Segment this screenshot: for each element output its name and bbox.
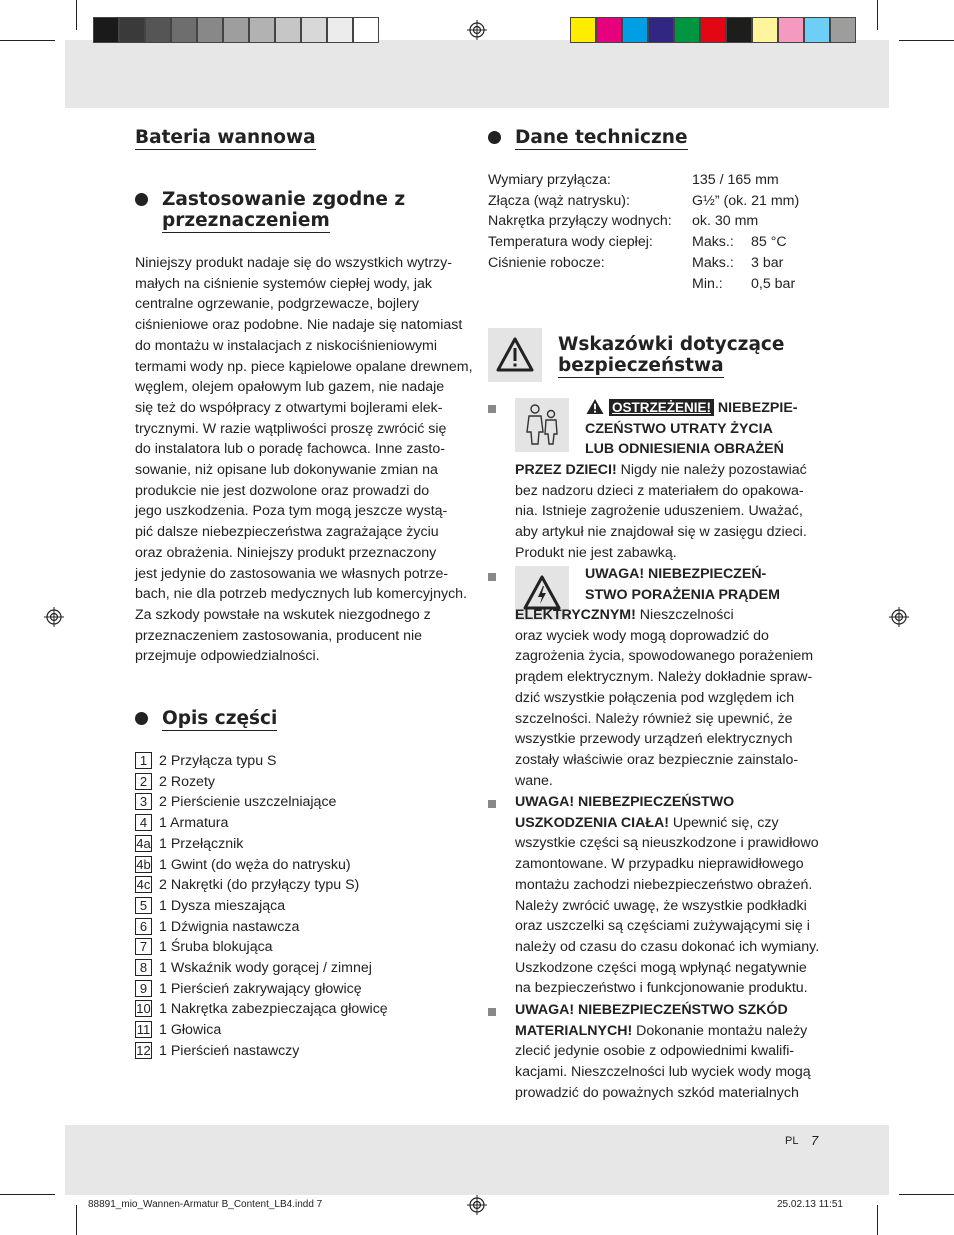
part-description: 1 Pierścień nastawczy bbox=[159, 1042, 300, 1059]
warning-lead: UWAGA! NIEBEZPIECZEŃSTWO bbox=[515, 794, 735, 810]
tech-cell: 85 °C bbox=[751, 234, 787, 251]
text-line: kacjami. Nieszczelności lub wyciek wody mogą bbox=[515, 1064, 811, 1081]
color-swatch bbox=[778, 17, 804, 43]
registration-mark-icon bbox=[467, 1195, 487, 1215]
square-bullet-icon bbox=[488, 800, 496, 808]
part-number: 11 bbox=[136, 1022, 151, 1038]
text-line: Należy zwrócić uwagę, że wszystkie podkładki bbox=[515, 897, 807, 914]
warning-property-text bbox=[515, 1000, 825, 1104]
text-line: Upewnić się, czy bbox=[668, 814, 779, 831]
parts-list-item bbox=[135, 752, 277, 770]
color-swatch bbox=[327, 17, 353, 43]
text-line: Niniejszy produkt nadaje się do wszystkich wytrzy- bbox=[135, 255, 452, 271]
tech-cell: Maks.: bbox=[692, 254, 734, 271]
file-name: 88891_mio_Wannen-Armatur B_Content_LB4.indd 7 bbox=[88, 1199, 323, 1210]
part-number: 6 bbox=[135, 918, 152, 935]
intended-use-text bbox=[135, 253, 475, 667]
part-number: 10 bbox=[136, 1001, 151, 1017]
parts-list-item bbox=[135, 897, 285, 915]
text-line: oraz wyciek wody mogą doprowadzić do bbox=[515, 627, 769, 644]
text-line: centralne ogrzewanie, podgrzewacze, bojlery bbox=[135, 296, 419, 313]
warning-lead: PRZEZ DZIECI! bbox=[515, 462, 617, 478]
parts-list-item bbox=[135, 835, 243, 853]
part-number: 8 bbox=[135, 959, 152, 976]
text-line: jego uszkodzenia. Poza tym mogą jeszcze wystą- bbox=[135, 503, 448, 520]
part-description: 2 Rozety bbox=[159, 773, 215, 790]
part-description: 2 Pierścienie uszczelniające bbox=[159, 794, 337, 811]
bullet-dot-icon bbox=[488, 131, 501, 144]
parts-list-item bbox=[135, 876, 359, 894]
part-description: 1 Głowica bbox=[159, 1022, 222, 1039]
part-number: 5 bbox=[135, 897, 152, 914]
parts-heading: Opis części bbox=[162, 708, 278, 729]
page-number: 7 bbox=[811, 1133, 819, 1148]
main-heading: Bateria wannowa bbox=[135, 127, 316, 148]
parts-list-item bbox=[135, 938, 273, 956]
tech-cell: Wymiary przyłącza: bbox=[488, 172, 611, 188]
text-line: ciśnieniowe oraz podobne. Nie nadaje się natomiast bbox=[135, 317, 463, 334]
tech-heading: Dane techniczne bbox=[515, 127, 688, 148]
part-description: 1 Armatura bbox=[159, 815, 229, 832]
part-number: 1 bbox=[135, 752, 152, 769]
text-line: wszystkie przewody urządzeń elektrycznych bbox=[515, 731, 793, 748]
part-number: 4a bbox=[136, 835, 151, 851]
text-line: wane. bbox=[515, 772, 553, 789]
part-number: 2 bbox=[135, 773, 152, 790]
color-swatch bbox=[804, 17, 830, 43]
text-line: termami wody np. piece kąpielowe opalane drewnem, bbox=[135, 358, 473, 375]
parts-list-item bbox=[135, 1021, 221, 1039]
square-bullet-icon bbox=[488, 573, 496, 581]
part-number: 12 bbox=[136, 1042, 151, 1058]
crop-mark bbox=[76, 0, 77, 30]
warning-injury-text bbox=[515, 792, 825, 999]
text-line: szczelności. Należy również się upewnić, że bbox=[515, 710, 793, 727]
color-swatch bbox=[301, 17, 327, 43]
color-swatch bbox=[145, 17, 171, 43]
warning-children-heading: OSTRZEŻENIE! NIEBEZPIE- CZEŃSTWO UTRATY ŻYCIA LUB ODNIESIENIA OBRAŻEŃ bbox=[585, 400, 798, 458]
crop-mark bbox=[899, 1194, 954, 1195]
color-swatch bbox=[275, 17, 301, 43]
text-line: jest jedynie do zastosowania we własnych potrze- bbox=[135, 565, 449, 582]
tech-cell: Ciśnienie robocze: bbox=[488, 254, 605, 271]
child-danger-icon bbox=[515, 398, 569, 452]
text-line: nia. Istnieje zagrożenie uduszeniem. Uważać, bbox=[515, 503, 803, 520]
text-line: wszystkie części są nieuszkodzone i prawidłowo bbox=[515, 835, 819, 852]
parts-list-item bbox=[135, 980, 362, 998]
part-number: 3 bbox=[135, 793, 152, 810]
color-swatch bbox=[726, 17, 752, 43]
text-line: zostały właściwie oraz bezpiecznie zainstalo- bbox=[515, 751, 799, 768]
text-line: zagrożenia życia, spowodowanego porażeniem bbox=[515, 648, 814, 665]
color-swatch bbox=[353, 17, 379, 43]
registration-mark-icon bbox=[889, 607, 909, 627]
text-line: węglem, olejem opałowym lub gazem, nie nadaje bbox=[135, 379, 445, 396]
color-swatch bbox=[674, 17, 700, 43]
warning-electric-text bbox=[515, 605, 825, 791]
tech-cell: Nakrętka przyłączy wodnych: bbox=[488, 213, 672, 230]
parts-list-item bbox=[135, 1042, 299, 1060]
part-description: 1 Dźwignia nastawcza bbox=[159, 918, 300, 935]
color-swatch bbox=[752, 17, 778, 43]
warning-electric-heading: UWAGA! NIEBEZPIECZEŃ- STWO PORAŻENIA PRĄDEM bbox=[585, 566, 780, 603]
text-line: małych na ciśnienie systemów ciepłej wody, jak bbox=[135, 275, 433, 292]
safety-heading: Wskazówki dotyczące bezpieczeństwa bbox=[558, 334, 785, 376]
tech-cell: Złącza (wąż natrysku): bbox=[488, 192, 630, 209]
warning-lead: USZKODZENIA CIAŁA! bbox=[515, 814, 669, 831]
safety-warning-box bbox=[488, 328, 542, 382]
crop-mark bbox=[899, 40, 954, 41]
registration-mark-icon bbox=[44, 607, 64, 627]
part-description: 1 Przełącznik bbox=[159, 835, 244, 852]
crop-mark bbox=[0, 1194, 55, 1195]
text-line: produkcie nie jest dozwolone oraz prowadzi do bbox=[135, 482, 430, 499]
text-line: prądem elektrycznym. Należy dokładnie spraw- bbox=[515, 669, 813, 686]
text-line: Uszkodzone części mogą wpłynąć negatywnie bbox=[515, 959, 807, 976]
part-description: 1 Wskaźnik wody gorącej / zimnej bbox=[159, 960, 372, 976]
crop-mark bbox=[877, 0, 878, 30]
square-bullet-icon bbox=[488, 1008, 496, 1016]
crop-mark bbox=[0, 40, 55, 41]
text-line: na bezpieczeństwo i funkcjonowanie produktu. bbox=[515, 980, 808, 997]
parts-list-item bbox=[135, 814, 228, 832]
tech-cell: 0,5 bar bbox=[751, 275, 796, 292]
parts-list-item bbox=[135, 1000, 388, 1018]
text-line: zlecić jedynie osobie z odpowiednimi kwalifi- bbox=[515, 1043, 795, 1060]
tech-cell: G½” (ok. 21 mm) bbox=[692, 192, 800, 209]
part-description: 1 Śruba blokująca bbox=[159, 939, 273, 956]
part-number: 4 bbox=[135, 814, 152, 831]
text-line: pić dalsze niebezpieczeństwa zagrażające życiu bbox=[135, 524, 439, 541]
part-number: 4b bbox=[136, 856, 151, 872]
color-swatch bbox=[596, 17, 622, 43]
text-line: bez nadzoru dzieci z materiałem do opakowa- bbox=[515, 482, 804, 499]
text-line: oraz uszczelki są częściami zużywającymi się i bbox=[515, 918, 810, 935]
text-line: Nieszczelności bbox=[635, 607, 734, 623]
language-code: PL bbox=[785, 1135, 799, 1147]
color-swatch bbox=[197, 17, 223, 43]
part-description: 2 Przyłącza typu S bbox=[159, 753, 277, 769]
text-line: sowanie, niż opisane lub dokonywanie zmian na bbox=[135, 462, 438, 479]
text-line: przejmuje odpowiedzialności. bbox=[135, 648, 320, 665]
color-swatch bbox=[171, 17, 197, 43]
color-swatch bbox=[830, 17, 856, 43]
text-line: bach, nie dla potrzeb medycznych lub komercyjnych. bbox=[135, 586, 467, 603]
tech-cell: Min.: bbox=[692, 275, 723, 292]
text-line: trycznymi. W razie wątpliwości proszę zwrócić się bbox=[135, 420, 447, 437]
bottom-grey-band bbox=[65, 1125, 889, 1195]
small-warning-icon bbox=[585, 398, 605, 415]
child-warning-pictogram bbox=[515, 398, 569, 452]
warning-lead: UWAGA! NIEBEZPIECZEŃSTWO SZKÓD bbox=[515, 1002, 788, 1018]
color-swatch bbox=[249, 17, 275, 43]
text-line: przeznaczeniem zastosowania, producent nie bbox=[135, 627, 423, 644]
print-date: 25.02.13 11:51 bbox=[777, 1199, 843, 1210]
square-bullet-icon bbox=[488, 405, 496, 413]
color-swatch bbox=[648, 17, 674, 43]
text-line: do instalatora lub o poradę fachowca. Inne zasto- bbox=[135, 441, 445, 458]
tech-cell: 135 / 165 mm bbox=[692, 172, 779, 188]
crop-mark bbox=[877, 1205, 878, 1235]
part-description: 1 Gwint (do węża do natrysku) bbox=[159, 856, 351, 873]
part-number: 7 bbox=[135, 938, 152, 955]
text-line: się też do współpracy z otwartymi bojlerami elek- bbox=[135, 399, 443, 416]
color-swatch bbox=[223, 17, 249, 43]
text-line: do montażu w instalacjach z niskociśnieniowymi bbox=[135, 337, 438, 354]
part-description: 1 Dysza mieszająca bbox=[159, 897, 286, 914]
text-line: Za szkody powstałe na wskutek niezgodnego z bbox=[135, 606, 431, 623]
warning-badge: OSTRZEŻENIE! bbox=[609, 399, 714, 416]
part-description: 2 Nakrętki (do przyłączy typu S) bbox=[159, 877, 360, 894]
text-line: montażu zachodzi niebezpieczeństwo obrażeń. bbox=[515, 876, 813, 893]
warning-lead: MATERIALNYCH! bbox=[515, 1022, 633, 1039]
part-description: 1 Nakrętka zabezpieczająca głowicę bbox=[159, 1001, 388, 1018]
color-swatch bbox=[570, 17, 596, 43]
registration-mark-icon bbox=[467, 20, 487, 40]
tech-cell: Maks.: bbox=[692, 234, 734, 251]
warning-triangle-icon bbox=[488, 328, 542, 382]
parts-list-item bbox=[135, 856, 351, 874]
bullet-dot-icon bbox=[135, 712, 148, 725]
parts-list-item bbox=[135, 959, 372, 977]
part-description: 1 Pierścień zakrywający głowicę bbox=[159, 980, 362, 997]
parts-list-item bbox=[135, 918, 299, 936]
color-swatch bbox=[622, 17, 648, 43]
parts-list-item bbox=[135, 773, 215, 791]
top-grey-band bbox=[65, 40, 889, 108]
text-line: prowadzić do poważnych szkód materialnych bbox=[515, 1084, 799, 1101]
crop-mark bbox=[76, 1205, 77, 1235]
text-line: aby artykuł nie znajdował się w zasięgu dzieci. bbox=[515, 524, 807, 541]
part-number: 9 bbox=[135, 980, 152, 997]
warning-children-text bbox=[515, 460, 825, 564]
text-line: zamontowane. W przypadku nieprawidłowego bbox=[515, 856, 804, 873]
text-line: Nigdy nie należy pozostawiać bbox=[616, 462, 807, 478]
text-line: oraz obrażenia. Niniejszy produkt przeznaczony bbox=[135, 544, 437, 561]
bullet-dot-icon bbox=[135, 193, 148, 206]
part-number: 4c bbox=[136, 877, 151, 893]
text-line: dzić wszystkie połączenia pod względem ich bbox=[515, 689, 795, 706]
color-swatch bbox=[93, 17, 119, 43]
warning-lead: ELEKTRYCZNYM! bbox=[515, 607, 636, 623]
color-swatch bbox=[700, 17, 726, 43]
color-swatch bbox=[119, 17, 145, 43]
use-heading: Zastosowanie zgodne z przeznaczeniem bbox=[162, 189, 406, 231]
text-line: Dokonanie montażu należy bbox=[632, 1022, 808, 1039]
parts-list-item bbox=[135, 793, 336, 811]
tech-cell: ok. 30 mm bbox=[692, 213, 759, 230]
text-line: Produkt nie jest zabawką. bbox=[515, 544, 677, 561]
tech-cell: 3 bar bbox=[751, 254, 784, 271]
tech-cell: Temperatura wody ciepłej: bbox=[488, 234, 653, 251]
text-line: należy od czasu do czasu dokonać ich wymiany. bbox=[515, 938, 820, 955]
